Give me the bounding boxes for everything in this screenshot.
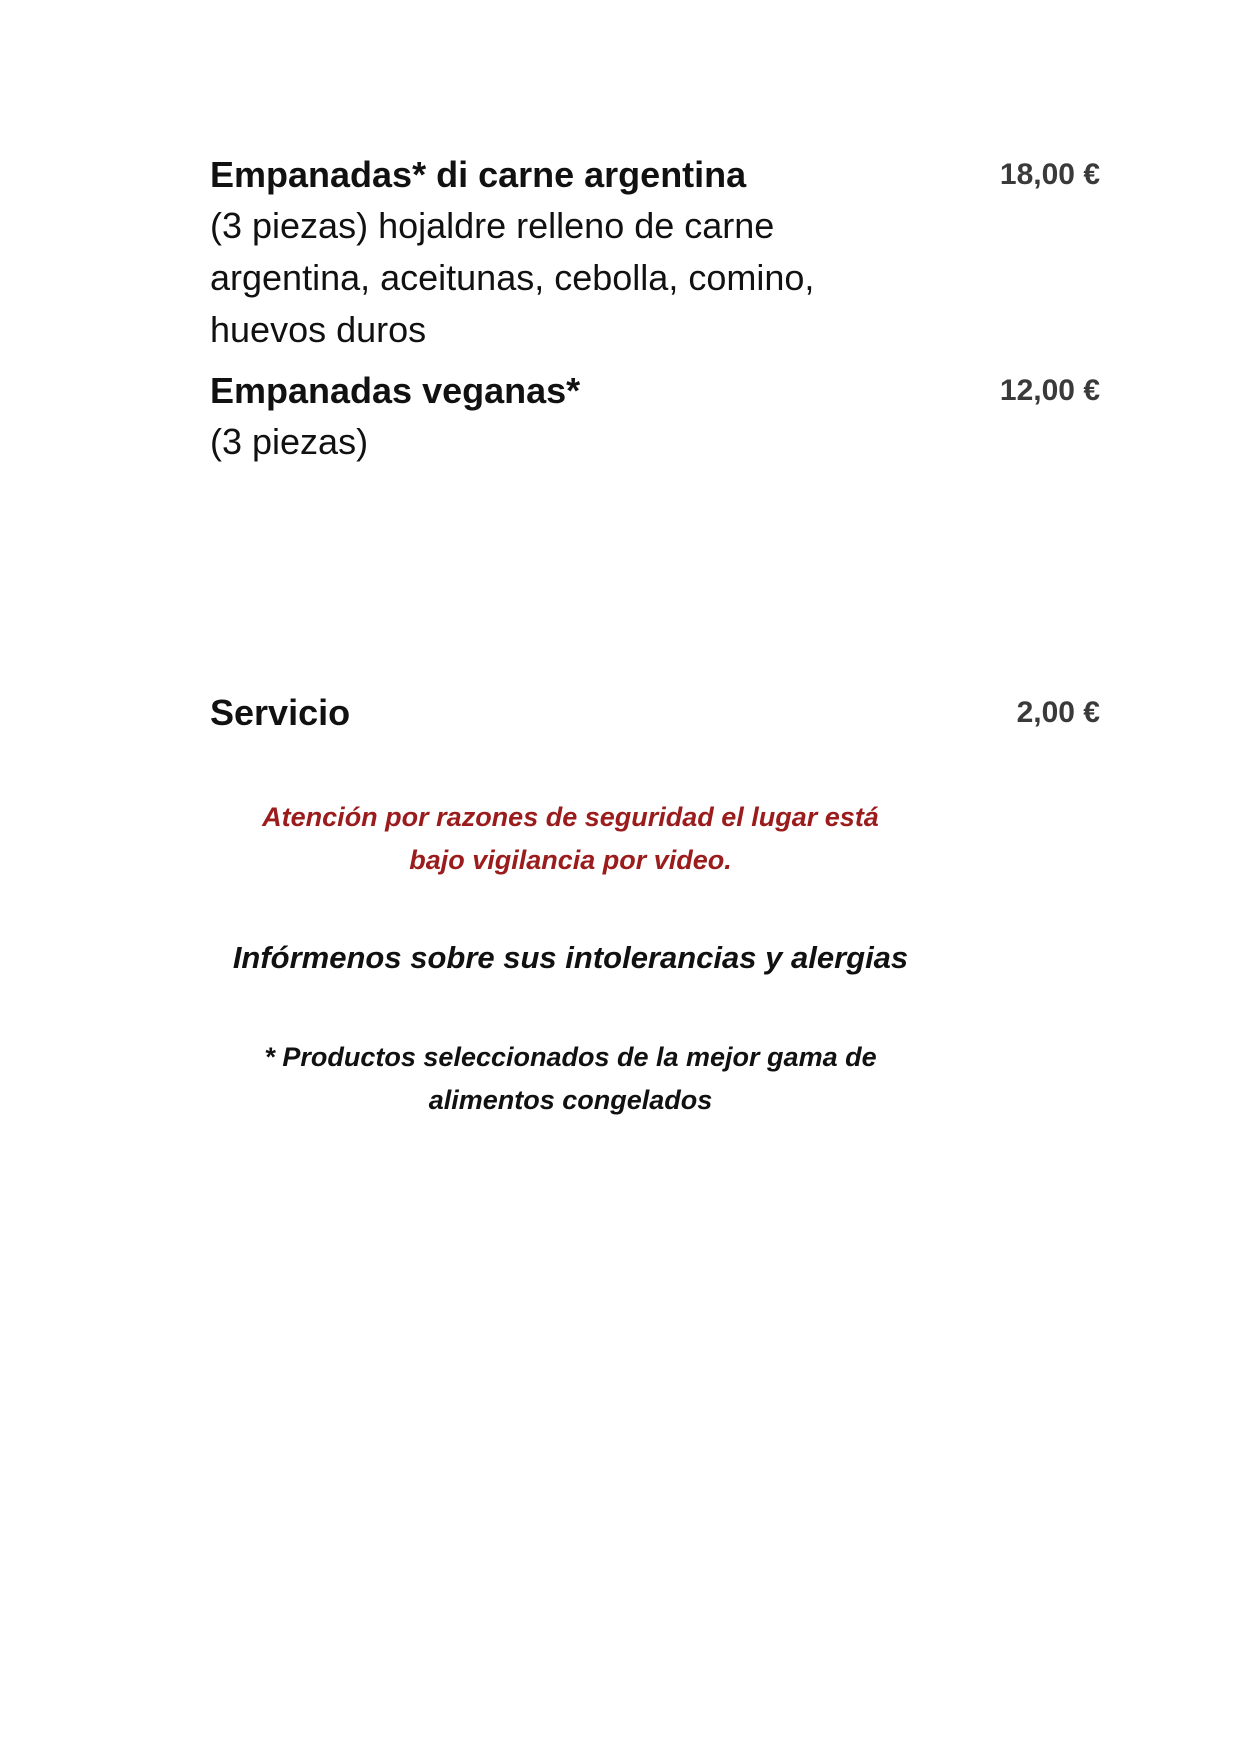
menu-item-empanadas-veganas — [210, 366, 1100, 468]
security-notice-line: bajo vigilancia por video. — [409, 845, 732, 875]
item-description: (3 piezas) hojaldre relleno de carne argentina, aceitunas, cebolla, comino, huevos duros — [210, 205, 815, 350]
item-price: 2,00 € — [1016, 696, 1100, 729]
frozen-note-line: alimentos congelados — [428, 1085, 713, 1115]
item-price: 12,00 € — [999, 374, 1100, 407]
item-price: 18,00 € — [999, 158, 1100, 191]
allergy-notice-text: Infórmenos sobre sus intolerancias y alergias — [232, 940, 909, 975]
frozen-products-note — [0, 1036, 1141, 1122]
item-name: Empanadas* di carne argentina — [210, 154, 747, 195]
item-description: (3 piezas) — [210, 421, 369, 462]
item-name: Empanadas veganas* — [210, 370, 581, 411]
menu-item-empanadas-carne — [210, 150, 1100, 356]
security-notice — [0, 796, 1141, 882]
frozen-note-line: * Productos seleccionados de la mejor gama de — [264, 1042, 877, 1072]
menu-item-servicio — [210, 688, 1100, 738]
allergy-notice — [0, 936, 1141, 980]
item-name: Servicio — [210, 692, 351, 733]
security-notice-line: Atención por razones de seguridad el lugar está — [262, 802, 879, 832]
